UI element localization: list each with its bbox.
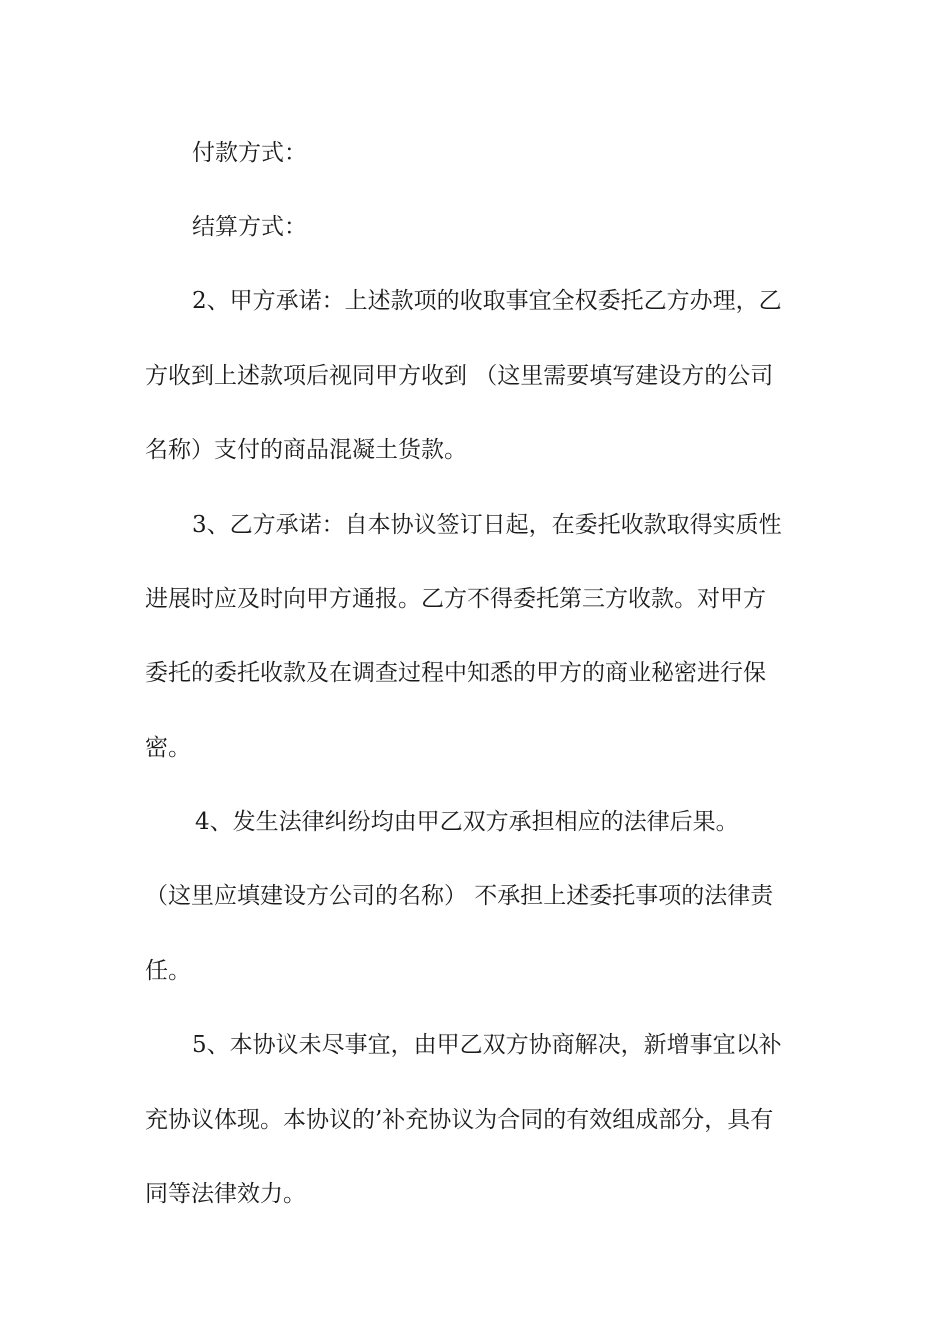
clause-5-line-1: 5、本协议未尽事宜，由甲乙双方协商解决，新增事宜以补	[192, 1032, 782, 1058]
clause-5-line-2: 充协议体现。本协议的’补充协议为合同的有效组成部分，具有	[145, 1107, 774, 1133]
clause-3-line-4: 密。	[145, 735, 191, 761]
clause-3-line-3: 委托的委托收款及在调查过程中知悉的甲方的商业秘密进行保	[145, 660, 766, 686]
clause-4-line-2: （这里应填建设方公司的名称） 不承担上述委托事项的法律责	[145, 883, 774, 909]
clause-2-line-3: 名称）支付的商品混凝土货款。	[145, 437, 467, 463]
clause-4-line-3: 任。	[145, 958, 191, 984]
clause-2-line-2: 方收到上述款项后视同甲方收到 （这里需要填写建设方的公司	[145, 363, 774, 389]
clause-4-line-1: 4、发生法律纠纷均由甲乙双方承担相应的法律后果。	[195, 809, 739, 835]
payment-method-line: 付款方式：	[192, 140, 307, 166]
settlement-method-line: 结算方式：	[192, 214, 307, 240]
clause-2-line-1: 2、甲方承诺：上述款项的收取事宜全权委托乙方办理，乙	[192, 288, 782, 314]
clause-3-line-2: 进展时应及时向甲方通报。乙方不得委托第三方收款。对甲方	[145, 586, 766, 612]
clause-5-line-3: 同等法律效力。	[145, 1181, 306, 1207]
clause-3-line-1: 3、乙方承诺：自本协议签订日起，在委托收款取得实质性	[192, 512, 782, 538]
